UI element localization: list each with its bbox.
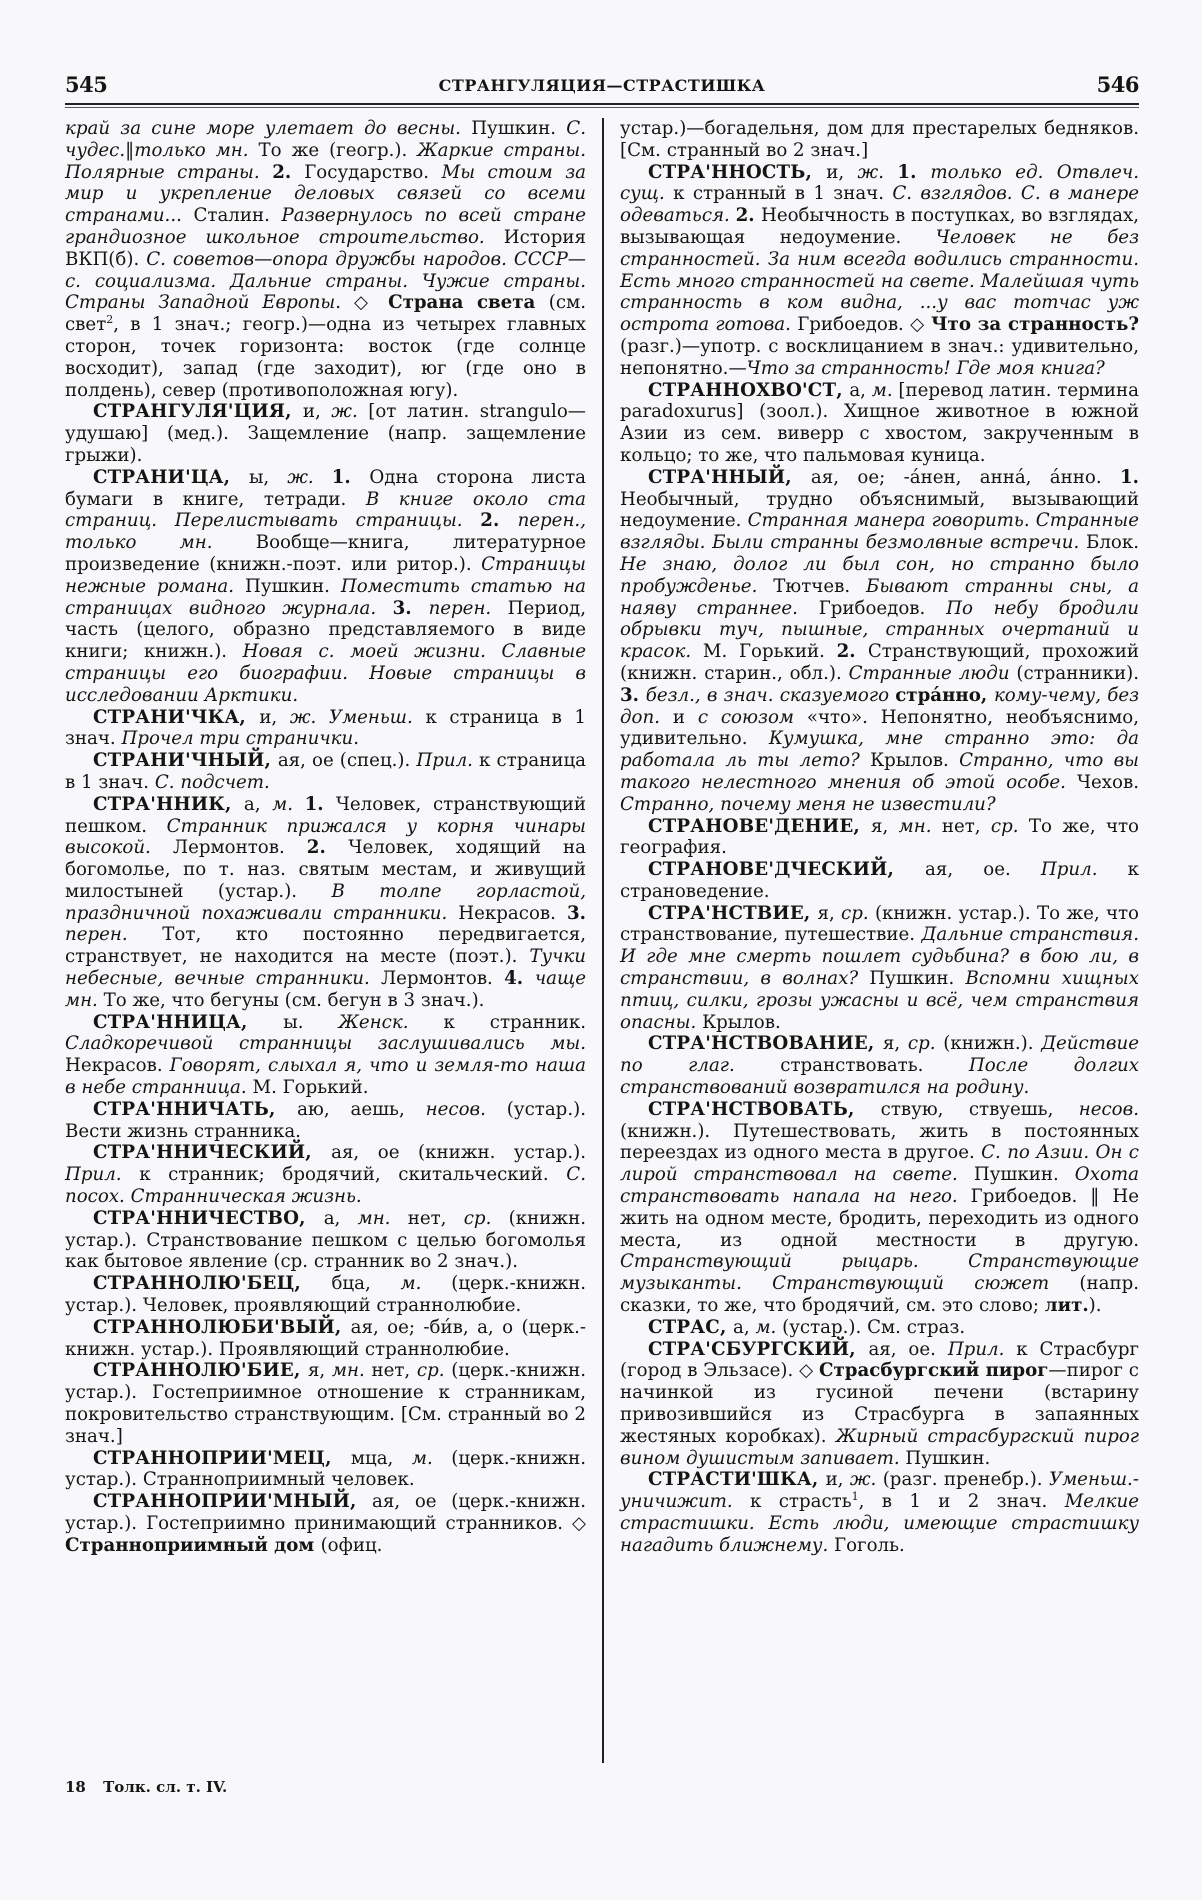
italic-text: перен., только мн.: [65, 510, 586, 554]
text-run: «что». Непонятно, необъяснимо, удивительно.: [620, 706, 1139, 750]
italic-text: мн.: [898, 815, 942, 837]
text-run: и,: [302, 401, 332, 423]
italic-text: Говорят, слыхал я, что и земля-то наша в небе странница.: [65, 1055, 586, 1099]
text-run: М. Горький.: [702, 641, 837, 663]
signature-mark: Толк. сл. т. IV.: [103, 1778, 228, 1796]
headword: СТРА'ННИЧАТЬ,: [93, 1098, 298, 1120]
headword: СТРАСТИ'ШКА,: [648, 1469, 826, 1491]
text-run: Одна сторона листа бумаги в книге, тетради.: [65, 466, 586, 510]
text-run: нет,: [941, 815, 991, 837]
text-run: я,: [871, 815, 899, 837]
headword: СТРАННОПРИИ'МНЫЙ,: [93, 1491, 373, 1513]
italic-text: Странные люди: [848, 662, 1017, 684]
bold-text: 3.: [392, 597, 429, 619]
dictionary-entry: [620, 380, 1139, 467]
italic-text: ж. Уменьш.: [289, 706, 426, 728]
italic-text: ср.: [907, 1033, 944, 1055]
text-run: а,: [733, 1316, 756, 1338]
text-run: Лермонтов.: [172, 837, 307, 859]
text-run: я,: [307, 1360, 332, 1382]
dictionary-entry: [65, 1012, 586, 1099]
italic-text: Кумушка, мне странно это: да работала ль ты лето?: [620, 728, 1139, 772]
italic-text: мн.: [331, 1360, 372, 1382]
italic-text: Странная манера говорить. Странные взгляды. Были странны безмолвные встречи.: [620, 510, 1139, 554]
italic-text: чаще мн.: [65, 968, 586, 1011]
italic-text: только ед. Отвлеч. сущ.: [620, 161, 1139, 205]
headword: СТРА'ННЫЙ,: [648, 466, 811, 488]
italic-text: Человек не без странностей. За ним всегда водились странности. Есть много странностей на свете. Малейшая чуть странность в ком видна, ...у вас тотчас уж острота готова.: [620, 226, 1139, 336]
dictionary-entry: [65, 750, 586, 794]
text-run: (книжн. устар.). То же, что странствование, путешествие.: [620, 902, 1139, 946]
text-run: к страноведение.: [620, 859, 1139, 902]
dictionary-entry: [620, 467, 1139, 816]
italic-text: В толпе горластой, праздничной похаживали странники.: [65, 880, 586, 924]
text-run: Человек, странствующий пешком.: [65, 793, 586, 837]
text-run: М. Горький.: [252, 1077, 369, 1099]
text-run: ы,: [248, 466, 288, 488]
italic-text: Бывают странны сны, а наяву страннее.: [620, 575, 1139, 619]
italic-text: Странник прижался у корня чинары высокой.: [65, 815, 586, 859]
headword: СТРАНИ'ЧНЫЙ,: [93, 750, 278, 772]
text-run: (церк.-книжн. устар.). Гостеприимное отношение к странникам, покровительство странствующим. [См. странный во 2 знач.]: [65, 1360, 586, 1447]
text-run: мца,: [350, 1447, 412, 1469]
text-run: То же, что география.: [620, 815, 1139, 859]
text-run: (разг.)—употр. с восклицанием в знач.: удивительно, непонятно.—: [620, 335, 1139, 379]
headword: СТРАНОВЕ'ДЧЕСКИЙ,: [648, 859, 925, 881]
headword: СТРАНГУЛЯ'ЦИЯ,: [93, 401, 303, 423]
dictionary-entry: [620, 162, 1139, 380]
text-run: ая, ое (спец.).: [277, 750, 417, 772]
bold-text: 1.: [1120, 466, 1139, 488]
text-run: ы.: [283, 1011, 339, 1033]
bold-text: 1.: [331, 466, 370, 488]
italic-text: с союзом: [697, 706, 807, 728]
bold-text: 2.: [480, 510, 518, 532]
text-run: я,: [882, 1033, 908, 1055]
dictionary-entry: [65, 1448, 586, 1492]
italic-text: ср.: [841, 902, 875, 924]
text-run: Человек, ходящий на богомолье, по т. наз. святым местам, и живущий милостыней (устар.).: [65, 837, 586, 902]
italic-text: После долгих странствований возвратился на родину.: [620, 1055, 1139, 1099]
text-run: Некрасов.: [458, 902, 567, 924]
text-run: ая, ое; -а́нен, анна́, а́нно.: [810, 466, 1120, 488]
italic-text: только мн.: [134, 139, 259, 161]
dictionary-entry: [65, 401, 586, 466]
headword: СТРА'ННИЦА,: [93, 1011, 284, 1033]
italic-text: перен.: [65, 924, 163, 946]
italic-text: В книге около ста страниц. Перелистывать страницы.: [65, 488, 586, 532]
page-number-left: 545: [65, 72, 108, 97]
text-run: Грибоедов.: [818, 597, 947, 619]
italic-text: Прил.: [416, 750, 480, 772]
italic-text: Уменьш.-уничижит.: [620, 1469, 1139, 1513]
headword: СТРА'СБУРГСКИЙ,: [648, 1338, 869, 1360]
text-run: (напр. сказки, то же, что бродячий, см. это слово;: [620, 1273, 1139, 1317]
text-run: Вообще—книга, литературное произведение (книжн.-поэт. или ритор.).: [65, 532, 586, 575]
italic-text: Дальние странствия. И где мне смерть пошлет судьбина? в бою ли, в странствии, в волнах?: [620, 924, 1139, 990]
text-run: (церк.-книжн. устар.). Странноприимный человек.: [65, 1447, 586, 1491]
italic-text: Странствующий рыцарь. Странствующие музыканты. Странствующий сюжет: [620, 1251, 1139, 1295]
text-run: странствовать.: [780, 1055, 969, 1077]
italic-text: ж.: [849, 1469, 883, 1491]
italic-text: Страницы нежные романа.: [65, 553, 586, 597]
dictionary-entry: [65, 794, 586, 1012]
italic-text: С. взглядов. С. в манере одеваться.: [620, 183, 1139, 227]
text-run: Тот, кто постоянно передвигается, странствует, не находится на месте (поэт.).: [65, 924, 586, 968]
text-run: ая, ое; -би́в, а, о (церк.-книжн. устар.). Проявляющий страннолюбие.: [65, 1316, 586, 1360]
italic-text: Прил.: [65, 1164, 140, 1186]
italic-text: м.: [755, 1316, 783, 1338]
text-run: к Страсбург (город в Эльзасе). ◇: [620, 1338, 1140, 1382]
page-header: [65, 72, 1139, 96]
text-run: нет,: [407, 1207, 464, 1229]
text-run: Государство.: [304, 161, 442, 183]
text-run: История ВКП(б).: [65, 226, 586, 270]
italic-text: Странно, почему меня не известили?: [620, 793, 996, 815]
headword: СТРАННОЛЮ'БЕЦ,: [93, 1273, 332, 1295]
headword: СТРА'НСТВОВАТЬ,: [648, 1098, 881, 1120]
dictionary-entry: [65, 1099, 586, 1143]
text-run: Период, часть (целого, образно представляемого в виде книги; книжн.).: [65, 597, 586, 663]
headword: СТРАННОПРИИ'МЕЦ,: [93, 1447, 351, 1469]
bold-text: стра́нно,: [895, 684, 994, 706]
text-run: (см. свет: [65, 292, 586, 336]
page-number-right: 546: [1096, 72, 1139, 97]
dictionary-entry: [65, 1208, 586, 1273]
text-run: Необычность в поступках, во взглядах, вызывающая недоумение.: [620, 205, 1139, 248]
italic-text: м.: [272, 793, 305, 815]
column-divider: [602, 118, 604, 1763]
headword: СТРА'ННИК,: [93, 793, 244, 815]
text-run: 2: [106, 313, 114, 327]
italic-text: Вспомни хищных птиц, силки, грозы ужасны и всё, чем странствия опасны.: [620, 968, 1139, 1033]
text-run: (разг. пренебр.).: [882, 1469, 1049, 1491]
text-run: к страница в 1 знач.: [65, 750, 586, 793]
text-run: Необычный, трудно объяснимый, вызывающий недоумение.: [620, 488, 1139, 532]
italic-text: Прочел три странички.: [121, 728, 360, 750]
text-run: Сталин.: [193, 205, 282, 227]
italic-text: Жирный страсбургский пирог вином душистым запивает.: [620, 1425, 1140, 1469]
text-run: ◇: [353, 292, 389, 314]
header-rule-thin: [65, 107, 1139, 108]
italic-text: Странно, что вы такого нелестного мнения об этой особе.: [620, 750, 1139, 793]
text-run: (книжн.).: [943, 1033, 1042, 1055]
bold-text: 2.: [836, 641, 868, 663]
italic-text: край за сине море улетает до весны.: [65, 118, 472, 139]
text-run: Пушкин.: [471, 118, 567, 139]
italic-text: По небу бродили обрывки туч, пышные, странных очертаний и красок.: [620, 597, 1140, 663]
text-run: То же (геогр.).: [258, 139, 418, 161]
bold-text: лит.: [1044, 1295, 1089, 1317]
italic-text: безл., в знач. сказуемого: [645, 684, 896, 706]
text-run: Грибоедов. ‖ Не жить на одном месте, бродить, переходить из одного места, из одной местности в другую.: [620, 1186, 1139, 1251]
italic-text: Сладкоречивой странницы заслушивались мы.: [65, 1033, 586, 1055]
right-column: [620, 118, 1139, 1557]
dictionary-entry: [65, 707, 586, 751]
text-run: и,: [259, 706, 290, 728]
text-run: ая, ое.: [868, 1338, 948, 1360]
dictionary-entry: [620, 1469, 1139, 1556]
text-run: 1: [851, 1490, 859, 1504]
text-run: Пушкин.: [973, 1164, 1075, 1186]
text-run: (офиц.: [320, 1534, 383, 1556]
headword: СТРА'ННИЧЕСКИЙ,: [93, 1142, 332, 1164]
text-run: [от латин. strangulo—удушаю] (мед.). Защемление (напр. защемление грыжи).: [65, 401, 586, 466]
headword: СТРАННОХВО'СТ,: [648, 379, 850, 401]
italic-text: ср.: [463, 1207, 509, 1229]
text-run: к странник.: [443, 1011, 587, 1033]
headword: СТРАС,: [648, 1316, 734, 1338]
text-run: а,: [849, 379, 872, 401]
text-run: бца,: [331, 1273, 401, 1295]
italic-text: С. советов—опора дружбы народов. СССР—с. социализма. Дальние страны. Чужие страны. Страны Западной Европы.: [65, 248, 586, 314]
italic-text: Что за странность! Где моя книга?: [746, 357, 1105, 379]
italic-text: Новая с. моей жизни. Славные страницы его биографии. Новые страницы в исследовании Арктики.: [65, 641, 586, 706]
italic-text: ср.: [990, 815, 1029, 837]
italic-text: м.: [411, 1447, 452, 1469]
dictionary-entry: [620, 1339, 1139, 1470]
text-run: ).: [1088, 1295, 1102, 1317]
italic-text: Прил.: [947, 1338, 1017, 1360]
text-run: ствую, ствуешь,: [880, 1098, 1079, 1120]
italic-text: С. чудес.: [65, 118, 586, 161]
headword: СТРАННОЛЮБИ'ВЫЙ,: [93, 1316, 351, 1338]
text-run: к странник; бродячий, скитальческий.: [139, 1164, 567, 1186]
headword: СТРАНОВЕ'ДЕНИЕ,: [648, 815, 872, 837]
italic-text: Тучки небесные, вечные странники.: [65, 946, 586, 990]
bold-text: 1.: [304, 793, 336, 815]
dictionary-entry: [65, 1491, 586, 1556]
italic-text: ж.: [331, 401, 369, 423]
text-run: ‖: [125, 139, 135, 161]
dictionary-entry: [620, 816, 1139, 860]
left-column: [65, 118, 586, 1557]
italic-text: кому-чему, без доп.: [620, 684, 1140, 728]
text-run: ая, ое.: [925, 859, 1041, 881]
text-run: аю, аешь,: [297, 1098, 426, 1120]
text-run: к странный в 1 знач.: [673, 183, 893, 205]
italic-text: несов.: [425, 1098, 507, 1120]
dictionary-entry: [620, 903, 1139, 1034]
page-footer: [65, 1778, 227, 1796]
dictionary-entry: [65, 1360, 586, 1447]
text-run: к страница в 1 знач.: [65, 706, 587, 750]
text-run: и,: [825, 1469, 850, 1491]
bold-text: Страсбургский пирог: [819, 1360, 1049, 1382]
text-run: а,: [243, 793, 273, 815]
italic-text: Жаркие страны. Полярные страны.: [65, 139, 586, 183]
dictionary-entry: [620, 1033, 1139, 1098]
text-run: (устар.). См. страз.: [782, 1316, 966, 1338]
dictionary-entry: [65, 1317, 586, 1361]
text-run: Странствующий, прохожий (книжн. старин., обл.).: [620, 641, 1139, 684]
text-run: (книжн. устар.). Странствование пешком с целью богомолья как бытовое явление (ср. странник во 2 знач.).: [65, 1207, 586, 1273]
headword: СТРА'ННИЧЕСТВО,: [93, 1207, 324, 1229]
italic-text: Развернулось по всей стране грандиозное школьное строительство.: [65, 205, 586, 248]
italic-text: Мы стоим за мир и укрепление деловых связей со всеми странами...: [65, 161, 587, 227]
text-run: Крылов.: [702, 1011, 781, 1033]
italic-text: Охота странствовать напала на него.: [620, 1164, 1139, 1208]
italic-text: С. посох. Странническая жизнь.: [65, 1164, 586, 1208]
bold-text: Странноприимный дом: [65, 1534, 321, 1556]
text-run: , в 1 знач.; геогр.)—одна из четырех главных сторон, точек горизонта: восток (где солнце восходит), запад (где заходит), юг (где оно в полдень), север (противоположная югу).: [65, 314, 586, 401]
text-run: То же, что бегуны (см. бегун в 3 знач.).: [103, 989, 485, 1011]
italic-text: Прил.: [1040, 859, 1128, 881]
headword: СТРА'НСТВОВАНИЕ,: [648, 1033, 883, 1055]
text-run: Чехов.: [1076, 771, 1139, 793]
italic-text: С. по Азии. Он с лирой странствовал на свете.: [620, 1142, 1139, 1186]
dictionary-entry: [65, 1142, 586, 1207]
dictionary-entry: [65, 1273, 586, 1317]
text-run: к страсть: [750, 1491, 852, 1513]
text-run: Тютчев.: [773, 575, 867, 597]
italic-text: ж.: [857, 161, 898, 183]
running-title: СТРАНГУЛЯЦИЯ—СТРАСТИШКА: [438, 76, 766, 95]
bold-text: Что за странность?: [930, 314, 1139, 336]
headword: СТРА'ННОСТЬ,: [648, 161, 827, 183]
italic-text: Поместить статью на страницах видного журнала.: [65, 575, 586, 619]
text-run: Блок.: [1085, 532, 1139, 554]
text-run: Крылов.: [870, 750, 960, 772]
bold-text: 1.: [897, 161, 931, 183]
text-run: (книжн.). Путешествовать, жить в постоянных переездах из одного места в другое.: [620, 1120, 1139, 1164]
text-run: (церк.-книжн. устар.). Человек, проявляющий страннолюбие.: [65, 1273, 586, 1317]
italic-text: м.: [871, 379, 899, 401]
dictionary-entry: [620, 859, 1139, 903]
text-run: Пушкин.: [245, 575, 341, 597]
headword: СТРАНИ'ЧКА,: [93, 706, 260, 728]
sheet-number: 18: [65, 1778, 86, 1796]
italic-text: С. подсчет.: [154, 771, 270, 793]
bold-text: 3.: [620, 684, 646, 706]
headword: СТРАНИ'ЦА,: [93, 466, 249, 488]
text-run: Некрасов.: [65, 1055, 170, 1077]
text-run: ая, ое (книжн. устар.).: [331, 1142, 586, 1164]
italic-text: перен.: [428, 597, 508, 619]
text-run: и: [672, 706, 698, 728]
dictionary-entry: [65, 467, 586, 707]
dictionary-entry: [620, 1099, 1139, 1317]
headword: СТРА'НСТВИЕ,: [648, 902, 818, 924]
italic-text: ср.: [416, 1360, 452, 1382]
text-run: и,: [826, 161, 858, 183]
text-run: устар.)—богадельня, дом для престарелых бедняков. [См. странный во 2 знач.]: [620, 118, 1139, 161]
italic-text: Действие по глаг.: [620, 1033, 1139, 1077]
text-run: Лермонтов.: [381, 968, 505, 990]
bold-text: 2.: [735, 205, 761, 227]
header-rule: [65, 103, 1139, 105]
italic-text: м.: [400, 1273, 452, 1295]
bold-text: 3.: [567, 902, 586, 924]
entry-continuation: [65, 118, 586, 401]
text-run: а,: [323, 1207, 358, 1229]
italic-text: мн.: [357, 1207, 408, 1229]
dictionary-entry: [620, 1317, 1139, 1339]
text-run: (странники).: [1016, 662, 1139, 684]
bold-text: 2.: [272, 161, 305, 183]
text-run: Грибоедов. ◇: [797, 314, 931, 336]
headword: СТРАННОЛЮ'БИЕ,: [93, 1360, 308, 1382]
bold-text: 4.: [504, 968, 535, 990]
text-run: я,: [817, 902, 842, 924]
text-run: , в 1 и 2 знач.: [858, 1491, 1065, 1513]
italic-text: Мелкие страстишки. Есть люди, имеющие страстишку нагадить ближнему.: [620, 1491, 1139, 1556]
italic-text: несов.: [1078, 1098, 1139, 1120]
text-run: (устар.). Вести жизнь странника.: [65, 1098, 586, 1142]
text-run: Пушкин.: [905, 1447, 991, 1469]
text-run: Гоголь.: [834, 1534, 905, 1556]
italic-text: Не знаю, долог ли был сон, но странно было пробужденье.: [620, 553, 1139, 597]
bold-text: 2.: [306, 837, 349, 859]
text-run: [перевод латин. термина paradoxurus] (зоол.). Хищное животное в южной Азии из сем. виверр с хвостом, закрученным в кольцо; то же, что пальмовая куница.: [620, 379, 1139, 466]
text-run: нет,: [371, 1360, 417, 1382]
italic-text: ж.: [287, 466, 332, 488]
text-run: Пушкин.: [869, 968, 966, 990]
italic-text: Женск.: [338, 1011, 444, 1033]
text-run: —пирог с начинкой из гусиной печени (встарину привозившийся из Страсбурга в запаянных жестяных коробках).: [620, 1360, 1139, 1447]
bold-text: Страна света: [388, 292, 549, 314]
text-run: ая, ое (церк.-книжн. устар.). Гостеприимно принимающий странников. ◇: [65, 1491, 586, 1534]
entry-continuation: [620, 118, 1139, 162]
